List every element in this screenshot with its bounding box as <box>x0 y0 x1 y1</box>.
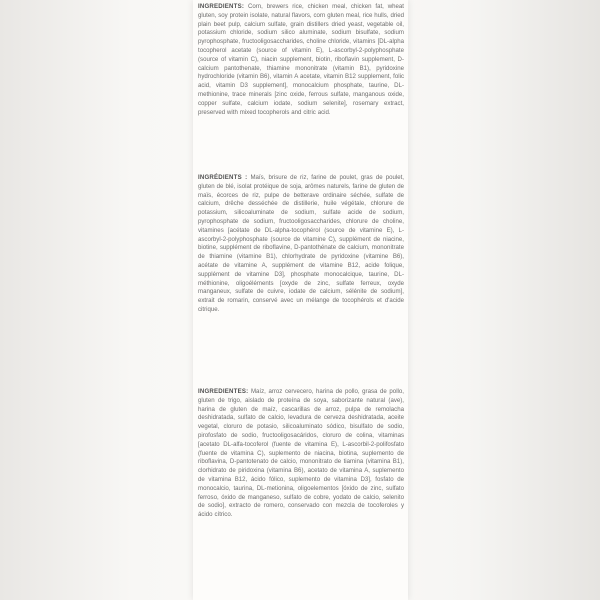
ingredients-text-spanish: Maíz, arroz cervecero, harina de pollo, grasa de pollo, gluten de trigo, aislado de proteína de soya, saborizante natural (ave), harina de gluten de maíz, cascarillas de arroz, pulpa de remolacha deshidratada, sulfato de calcio, levadura de cerveza deshidratada, aceite vegetal, cloruro de potasio, silicoaluminato sódico, bisulfato de sodio, pirofosfato de sodio, fructooligosacáridos, cloruro de colina, vitaminas [acetato DL-alfa-tocoferol (fuente de vitamina E), L-ascorbil-2-polifosfato (fuente de vitamina C), suplemento de niacina, biotina, suplemento de riboflavina, D-pantotenato de calcio, mononitrato de tiamina (vitamina B1), clorhidrato de piridoxina (vitamina B6), acetato de vitamina A, suplemento de vitamina B12, ácido fólico, suplemento de vitamina D3], fosfato de monocalcio, taurina, DL-metionina, oligoelementos [óxido de zinc, sulfato ferroso, óxido de manganeso, sulfato de cobre, yodato de calcio, selenito de sodio], extracto de romero, conservado con mezcla de tocoferoles y ácido cítrico. <box>198 388 404 519</box>
ingredients-heading-english: INGREDIENTS: <box>198 3 245 10</box>
ingredients-heading-spanish: INGREDIENTES: <box>198 388 249 395</box>
ingredients-block-english <box>198 3 404 117</box>
ingredients-text-english: Corn, brewers rice, chicken meal, chicken fat, wheat gluten, soy protein isolate, natural flavors, corn gluten meal, rice hulls, dried plain beet pulp, calcium sulfate, grain distillers dried yeast, vegetable oil, potassium chloride, sodium silico aluminate, sodium bisulfate, sodium pyrophosphate, fructooligosaccharides, choline chloride, vitamins [DL-alpha tocopherol acetate (source of vitamin E), L-ascorbyl-2-polyphosphate (source of vitamin C), niacin supplement, biotin, riboflavin supplement, D-calcium pantothenate, thiamine mononitrate (vitamin B1), pyridoxine hydrochloride (vitamin B6), vitamin A acetate, vitamin B12 supplement, folic acid, vitamin D3 supplement], monocalcium phosphate, taurine, DL-methionine, trace minerals [zinc oxide, ferrous sulfate, manganous oxide, copper sulfate, calcium iodate, sodium selenite], rosemary extract, preserved with mixed tocopherols and citric acid. <box>198 3 404 116</box>
ingredients-heading-french: INGRÉDIENTS : <box>198 174 248 181</box>
ingredients-block-french <box>198 174 404 315</box>
ingredients-block-spanish <box>198 388 404 520</box>
ingredients-text-french: Maïs, brisure de riz, farine de poulet, gras de poulet, gluten de blé, isolat protéique de soja, arômes naturels, farine de gluten de maïs, écorces de riz, pulpe de betterave ordinaire séchée, sulfate de calcium, drêche desséchée de distillerie, huile végétale, chlorure de potassium, silicoaluminate de sodium, sulfate acide de sodium, pyrophosphate de sodium, fructooligosaccharides, chlorure de choline, vitamines [acétate de DL-alpha-tocophérol (source de vitamine E), L-ascorbyl-2-polyphosphate (source de vitamine C), supplément de niacine, biotine, supplément de riboflavine, D-pantothénate de calcium, mononitrate de thiamine (vitamine B1), chlorhydrate de pyridoxine (vitamine B6), acétate de vitamine A, supplément de vitamine B12, acide folique, supplément de vitamine D3], phosphate monocalcique, taurine, DL-méthionine, oligoéléments [oxyde de zinc, sulfate ferreux, oxyde manganeux, sulfate de cuivre, iodate de calcium, sélénite de sodium], extrait de romarin, conservé avec un mélange de tocophérols et d'acide citrique. <box>198 174 404 313</box>
